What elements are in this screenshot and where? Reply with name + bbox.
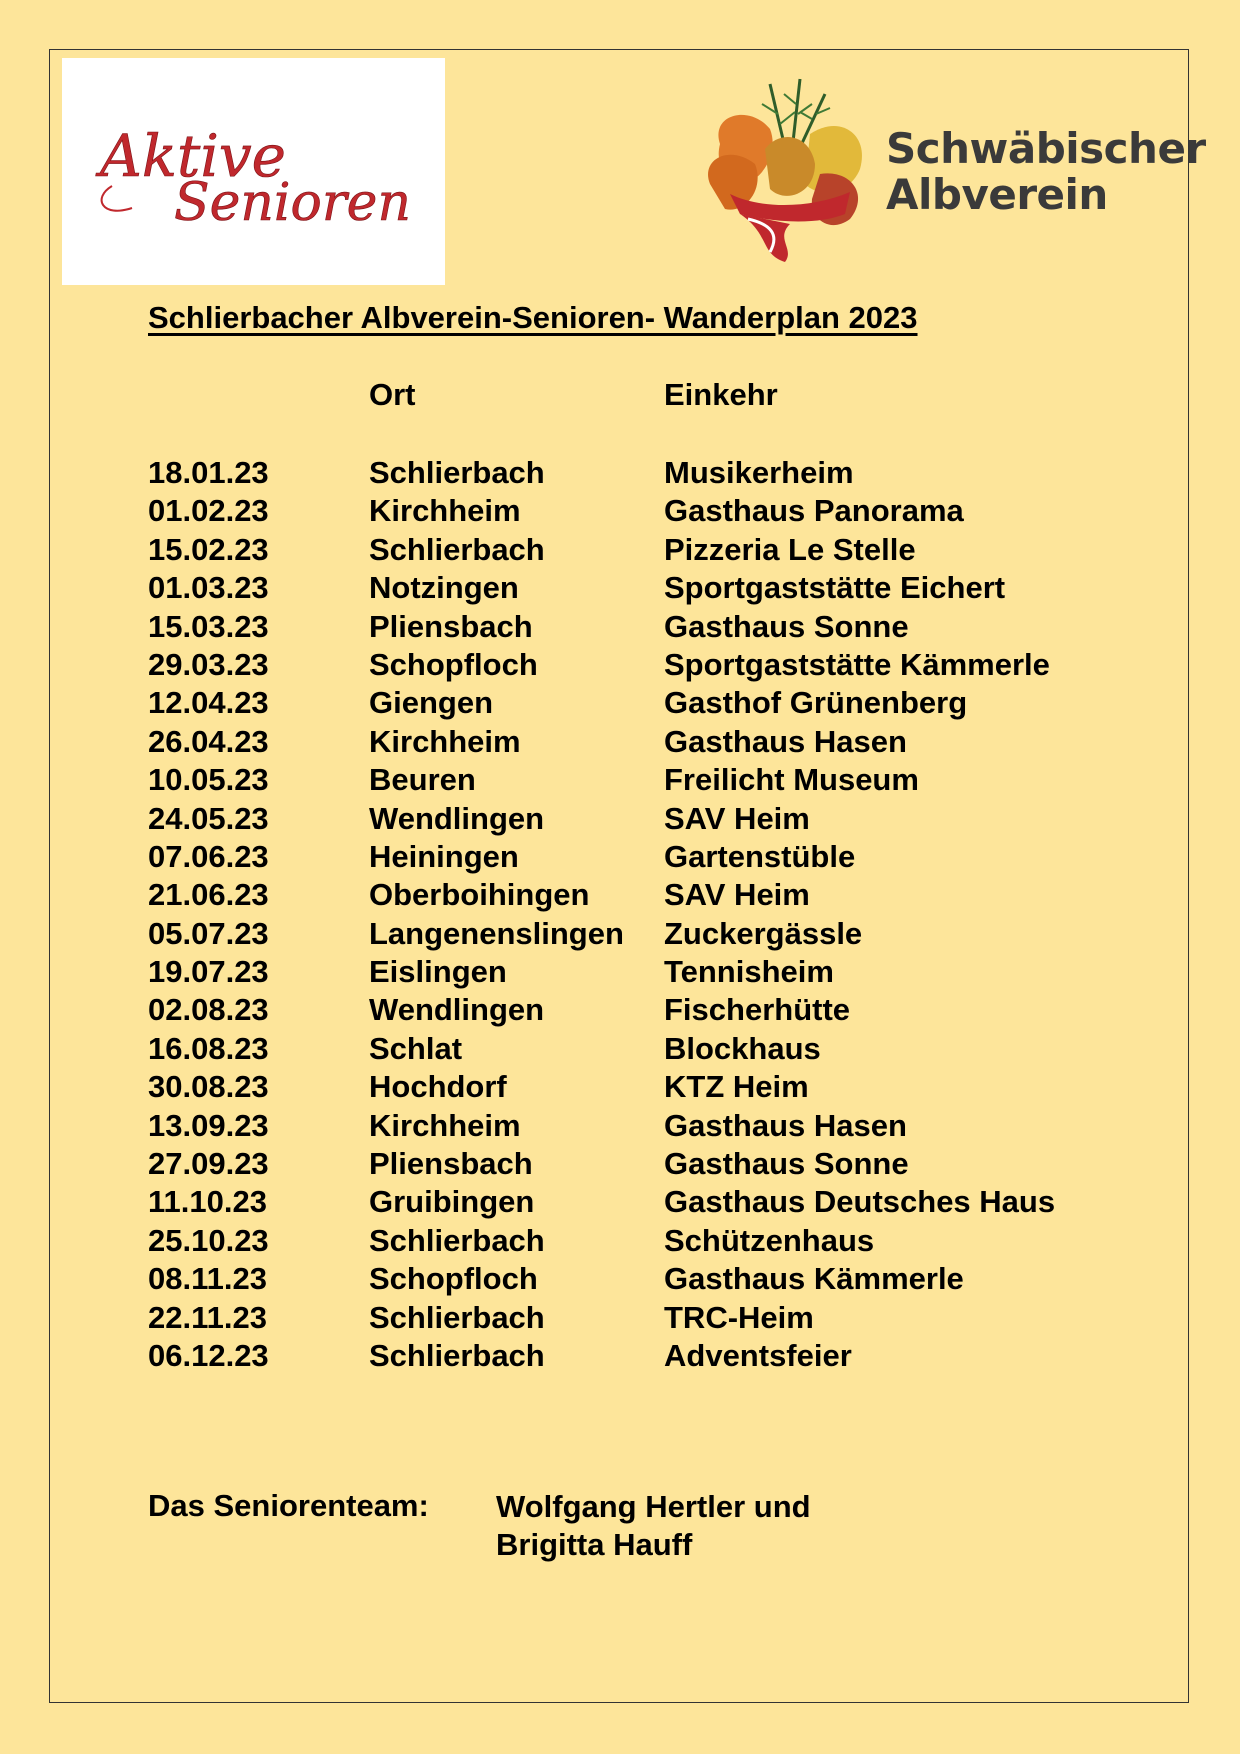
schedule-einkehr: Tennisheim bbox=[664, 954, 834, 990]
schedule-date: 08.11.23 bbox=[148, 1261, 267, 1297]
schedule-date: 21.06.23 bbox=[148, 877, 269, 913]
schedule-einkehr: Gasthof Grünenberg bbox=[664, 685, 968, 721]
team-label: Das Seniorenteam: bbox=[148, 1488, 429, 1523]
schedule-einkehr: KTZ Heim bbox=[664, 1069, 809, 1105]
schedule-date: 18.01.23 bbox=[148, 455, 269, 490]
schedule-ort: Wendlingen bbox=[369, 992, 545, 1028]
schedule-einkehr: Gasthaus Hasen bbox=[664, 723, 907, 759]
schedule-row bbox=[148, 492, 1148, 530]
schedule-date: 01.03.23 bbox=[148, 570, 269, 606]
schedule-ort: Schopfloch bbox=[369, 646, 538, 682]
schedule-row bbox=[148, 1145, 1148, 1183]
schedule-date: 13.09.23 bbox=[148, 1107, 269, 1143]
schedule-row bbox=[148, 1260, 1148, 1298]
schedule-date: 25.10.23 bbox=[148, 1222, 269, 1258]
svg-text:Senioren: Senioren bbox=[174, 173, 411, 233]
brand-name-line1: Schwäbischer bbox=[886, 124, 1206, 173]
brand-name-line2: Albverein bbox=[886, 170, 1108, 219]
schedule-einkehr: Musikerheim bbox=[664, 455, 854, 490]
schedule-date: 10.05.23 bbox=[148, 762, 269, 798]
schedule-einkehr: SAV Heim bbox=[664, 877, 810, 913]
schedule-ort: Langenenslingen bbox=[369, 915, 624, 951]
schedule-list bbox=[148, 454, 1148, 1375]
schedule-row bbox=[148, 1299, 1148, 1337]
schedule-ort: Schlierbach bbox=[369, 455, 545, 490]
schedule-einkehr: Gasthaus Panorama bbox=[664, 493, 964, 529]
schedule-einkehr: Sportgaststätte Eichert bbox=[664, 570, 1006, 606]
schedule-row bbox=[148, 761, 1148, 799]
schedule-row bbox=[148, 684, 1148, 722]
column-header-einkehr: Einkehr bbox=[664, 377, 778, 412]
schedule-row bbox=[148, 723, 1148, 761]
schedule-ort: Oberboihingen bbox=[369, 877, 590, 913]
schedule-einkehr: Gartenstüble bbox=[664, 838, 856, 874]
schedule-row bbox=[148, 915, 1148, 953]
schedule-ort: Eislingen bbox=[369, 954, 507, 990]
schedule-ort: Schopfloch bbox=[369, 1261, 538, 1297]
schedule-row bbox=[148, 876, 1148, 914]
schedule-einkehr: SAV Heim bbox=[664, 800, 810, 836]
schedule-einkehr: Schützenhaus bbox=[664, 1222, 875, 1258]
leaf-bouquet-icon bbox=[700, 74, 880, 264]
schedule-einkehr: Sportgaststätte Kämmerle bbox=[664, 646, 1050, 682]
schedule-einkehr: Adventsfeier bbox=[664, 1337, 852, 1373]
schedule-ort: Pliensbach bbox=[369, 608, 533, 644]
schedule-date: 11.10.23 bbox=[148, 1184, 267, 1220]
schedule-row bbox=[148, 569, 1148, 607]
schedule-ort: Notzingen bbox=[369, 570, 519, 606]
brand-name bbox=[886, 126, 1206, 218]
schedule-date: 01.02.23 bbox=[148, 493, 269, 529]
schedule-date: 27.09.23 bbox=[148, 1146, 269, 1182]
schedule-date: 15.02.23 bbox=[148, 531, 269, 567]
schedule-row bbox=[148, 1068, 1148, 1106]
schedule-row bbox=[148, 531, 1148, 569]
schedule-ort: Schlierbach bbox=[369, 1337, 545, 1373]
schedule-ort: Beuren bbox=[369, 762, 476, 798]
schedule-date: 07.06.23 bbox=[148, 838, 269, 874]
team-names-line2: Brigitta Hauff bbox=[496, 1527, 693, 1562]
schedule-row bbox=[148, 454, 1148, 492]
schedule-einkehr: Blockhaus bbox=[664, 1030, 821, 1066]
schedule-row bbox=[148, 1222, 1148, 1260]
schedule-date: 26.04.23 bbox=[148, 723, 269, 759]
schedule-ort: Schlat bbox=[369, 1030, 463, 1066]
svg-text:Aktive: Aktive bbox=[100, 122, 286, 190]
schedule-row bbox=[148, 1030, 1148, 1068]
schedule-date: 15.03.23 bbox=[148, 608, 269, 644]
schedule-date: 29.03.23 bbox=[148, 646, 269, 682]
schedule-date: 02.08.23 bbox=[148, 992, 269, 1028]
team-names bbox=[496, 1488, 811, 1564]
schedule-date: 12.04.23 bbox=[148, 685, 269, 721]
schedule-einkehr: Fischerhütte bbox=[664, 992, 851, 1028]
schedule-date: 22.11.23 bbox=[148, 1299, 267, 1335]
schedule-row bbox=[148, 991, 1148, 1029]
schedule-einkehr: Gasthaus Sonne bbox=[664, 608, 909, 644]
schedule-einkehr: Gasthaus Kämmerle bbox=[664, 1261, 964, 1297]
schedule-ort: Schlierbach bbox=[369, 1299, 545, 1335]
schedule-ort: Kirchheim bbox=[369, 493, 521, 529]
schedule-ort: Wendlingen bbox=[369, 800, 545, 836]
schedule-ort: Pliensbach bbox=[369, 1146, 533, 1182]
schedule-date: 24.05.23 bbox=[148, 800, 269, 836]
schedule-date: 06.12.23 bbox=[148, 1337, 269, 1373]
schedule-date: 19.07.23 bbox=[148, 954, 269, 990]
schedule-ort: Giengen bbox=[369, 685, 494, 721]
schedule-date: 30.08.23 bbox=[148, 1069, 269, 1105]
schedule-ort: Schlierbach bbox=[369, 1222, 545, 1258]
schedule-einkehr: Gasthaus Deutsches Haus bbox=[664, 1184, 1056, 1220]
schedule-row bbox=[148, 1337, 1148, 1375]
schedule-date: 05.07.23 bbox=[148, 915, 269, 951]
schedule-row bbox=[148, 1107, 1148, 1145]
schedule-row bbox=[148, 838, 1148, 876]
schedule-ort: Heiningen bbox=[369, 838, 519, 874]
schedule-einkehr: Gasthaus Hasen bbox=[664, 1107, 907, 1143]
schedule-einkehr: Gasthaus Sonne bbox=[664, 1146, 909, 1182]
schedule-row bbox=[148, 953, 1148, 991]
schedule-date: 16.08.23 bbox=[148, 1030, 269, 1066]
schedule-ort: Kirchheim bbox=[369, 723, 521, 759]
aktive-senioren-logo bbox=[62, 58, 445, 285]
schedule-row bbox=[148, 1183, 1148, 1221]
team-names-line1: Wolfgang Hertler und bbox=[496, 1489, 811, 1524]
schedule-einkehr: Freilicht Museum bbox=[664, 762, 919, 798]
page-title: Schlierbacher Albverein-Senioren- Wanderplan 2023 bbox=[148, 300, 918, 335]
schedule-ort: Kirchheim bbox=[369, 1107, 521, 1143]
column-header-ort: Ort bbox=[369, 377, 416, 412]
schedule-row bbox=[148, 608, 1148, 646]
schedule-ort: Hochdorf bbox=[369, 1069, 507, 1105]
schedule-row bbox=[148, 646, 1148, 684]
schedule-einkehr: Pizzeria Le Stelle bbox=[664, 531, 916, 567]
schedule-einkehr: TRC-Heim bbox=[664, 1299, 814, 1335]
schedule-ort: Gruibingen bbox=[369, 1184, 535, 1220]
schedule-row bbox=[148, 800, 1148, 838]
schedule-einkehr: Zuckergässle bbox=[664, 915, 863, 951]
schedule-ort: Schlierbach bbox=[369, 531, 545, 567]
